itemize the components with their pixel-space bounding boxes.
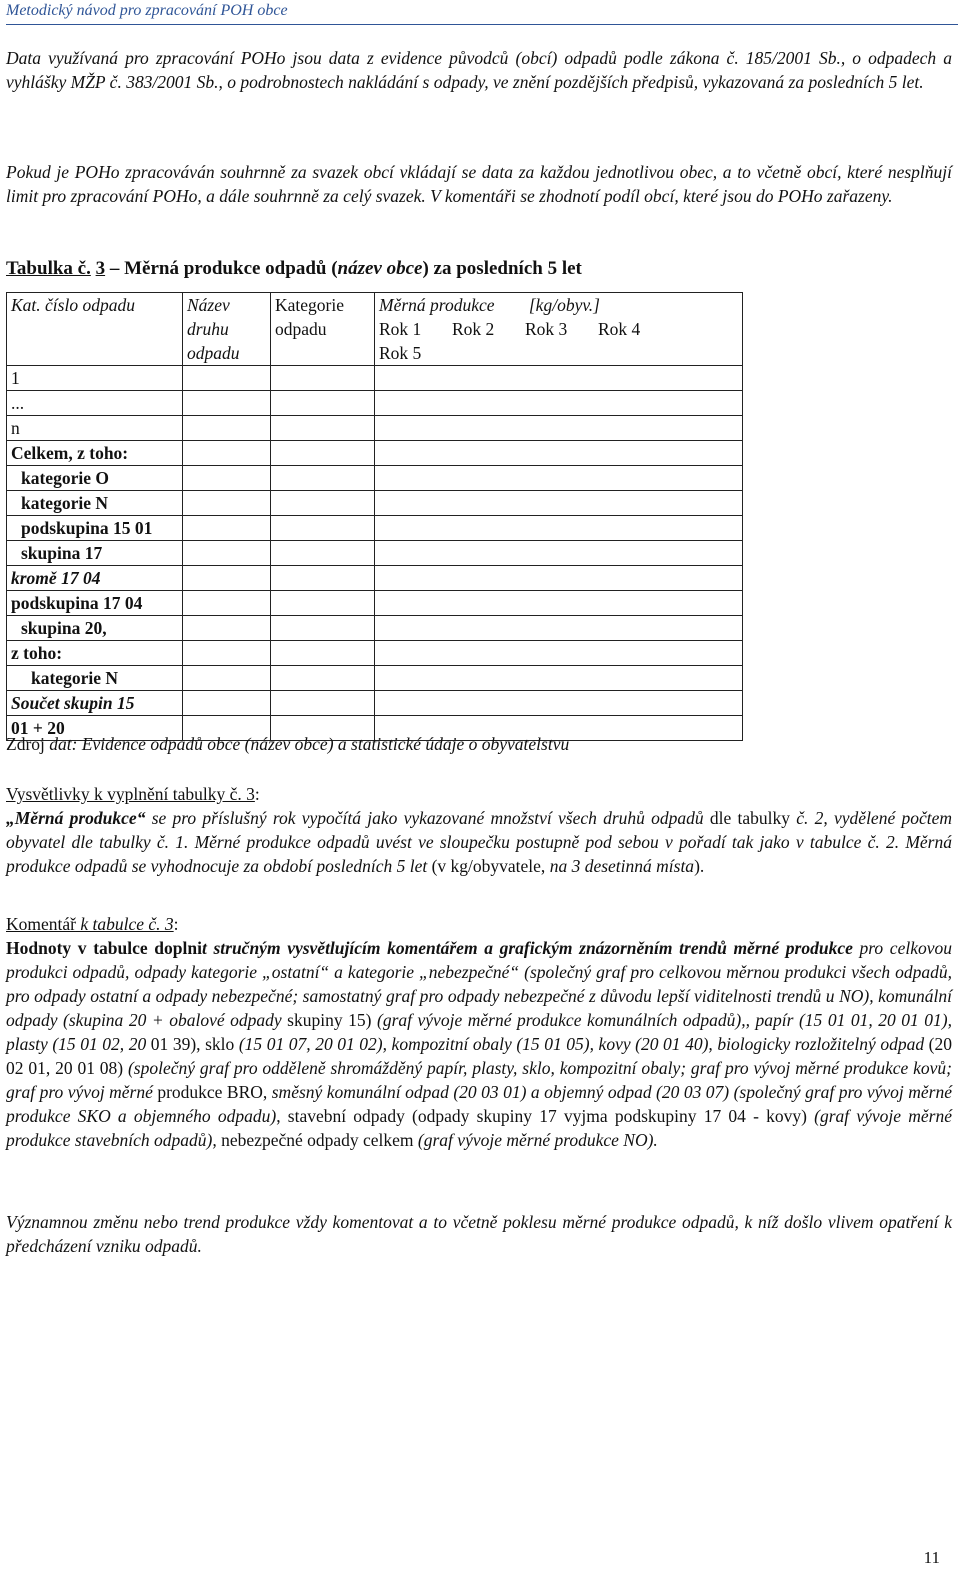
intro-paragraph-2: Pokud je POHo zpracováván souhrnně za svazek obcí vkládají se data za každou jednotlivou obec, a to včetně obcí, které nesplňují limit pro zpracování POHo, a dále souhrnně za celý svazek. V komentáři se zhodnotí podíl obcí, které jsou do POHo zařazeny. — [6, 162, 952, 206]
category-cell — [271, 666, 375, 691]
category-cell — [271, 566, 375, 591]
name-cell — [183, 416, 271, 441]
category-cell — [271, 541, 375, 566]
category-cell — [271, 416, 375, 441]
table-row — [7, 616, 743, 641]
label-cell — [7, 591, 183, 616]
table-title-text-italic: název obce — [337, 258, 423, 279]
category-cell — [271, 516, 375, 541]
table-row — [7, 391, 743, 416]
label-cell — [7, 541, 183, 566]
table-row — [7, 566, 743, 591]
table-title-text-b: ) za posledních 5 let — [422, 258, 582, 279]
table-row — [7, 441, 743, 466]
production-cell — [375, 666, 743, 691]
comment-body-f: (20 02 01, 20 01 08) — [6, 1034, 952, 1078]
header-year-2: Rok 2 — [452, 319, 495, 339]
label-cell — [7, 616, 183, 641]
label-cell — [7, 666, 183, 691]
page-number: 11 — [923, 1548, 940, 1567]
category-cell — [271, 491, 375, 516]
comment-body-m: (graf vývoje měrné produkce NO). — [417, 1130, 658, 1150]
header-year-4: Rok 4 — [598, 319, 641, 339]
label-cell — [7, 566, 183, 591]
name-cell — [183, 566, 271, 591]
table-header-row — [7, 293, 743, 366]
comment-paragraph — [6, 936, 952, 1152]
explanation-heading: Vysvětlivky k vyplnění tabulky č. 3: — [6, 784, 260, 804]
name-cell — [183, 541, 271, 566]
page-header — [6, 2, 958, 25]
explanation-text-e: na 3 desetinná místa — [549, 856, 695, 876]
category-cell — [271, 441, 375, 466]
category-cell — [271, 616, 375, 641]
name-cell — [183, 391, 271, 416]
table-body — [7, 366, 743, 741]
name-cell — [183, 491, 271, 516]
table-row — [7, 666, 743, 691]
comment-body-d: 01 39), sklo — [146, 1034, 239, 1054]
category-cell — [271, 366, 375, 391]
header-name: Název druhu odpadu — [183, 293, 271, 366]
name-cell — [183, 691, 271, 716]
header-year-3: Rok 3 — [525, 319, 568, 339]
comment-body-g: (společný graf pro odděleně shromážděný papír, plasty, sklo, kompozitní obaly; graf pro vývoj měrné produkce kovů; graf pro vývoj měrné — [6, 1058, 953, 1102]
intro-paragraph-1: Data využívaná pro zpracování POHo jsou data z evidence původců (obcí) odpadů podle zákona č. 185/2001 Sb., o odpadech a vyhlášky MŽP č. 383/2001 Sb., o podrobnostech nakládání s odpady, ve znění pozdějších předpisů, vykazovaná za posledních 5 let. — [6, 48, 952, 92]
table-row — [7, 591, 743, 616]
row-label: podskupina 17 04 — [11, 593, 143, 613]
label-cell — [7, 491, 183, 516]
comment-bold-a: Hodnoty v tabulce doplni — [6, 938, 202, 958]
header-production-label: Měrná produkce — [379, 295, 495, 315]
comment-body-c: (graf vývoje měrné produkce komunálních odpadů),, papír (15 01 01, 20 01 01), plasty (15 01 02, 20 — [6, 1010, 953, 1054]
explanation-heading-text: Vysvětlivky k vyplnění tabulky č. 3 — [6, 784, 255, 804]
category-cell — [271, 466, 375, 491]
production-cell — [375, 541, 743, 566]
explanation-term: „Měrná produkce“ — [6, 808, 146, 828]
row-label: kategorie O — [21, 468, 109, 488]
header-production-unit: [kg/obyv.] — [528, 295, 600, 315]
name-cell — [183, 666, 271, 691]
table-title-prefix: Tabulka č. — [6, 258, 91, 279]
table-title-text-a: – Měrná produkce odpadů ( — [109, 258, 338, 279]
header-catno: Kat. číslo odpadu — [7, 293, 183, 366]
category-cell — [271, 691, 375, 716]
category-cell — [271, 641, 375, 666]
comment-body-a: pro celkovou produkci odpadů, odpady kategorie „ostatní“ a kategorie „nebezpečné“ (společný graf pro celkovou měrnou produkci všech odpadů, pro odpady ostatní a odpady nebezpečné; samostatný graf pro odpady nebezpečné z důvodu lepší viditelnosti trendů u NO), komunální odpady (skupina 20 + obalové odpady — [6, 938, 952, 1030]
label-cell — [7, 466, 183, 491]
row-label: Celkem, z toho: — [11, 443, 129, 463]
row-label: skupina 17 — [21, 543, 103, 563]
table-row — [7, 491, 743, 516]
table-row — [7, 641, 743, 666]
explanation-text-d: (v kg/obyvatele, — [427, 856, 550, 876]
row-label: skupina 20, — [21, 618, 107, 638]
label-cell — [7, 391, 183, 416]
table-row — [7, 541, 743, 566]
row-label: podskupina 15 01 — [21, 518, 153, 538]
production-cell — [375, 591, 743, 616]
name-cell — [183, 516, 271, 541]
explanation-text-c: č. 2, vydělené počtem obyvatel dle tabulky č. 1. Měrné produkce odpadů uvést ve sloupečku postupně pod sebou v pořadí tak jako v tabulce č. 2. Měrná produkce odpadů se vyhodnocuje za období posledních 5 let — [6, 808, 952, 876]
name-cell — [183, 616, 271, 641]
row-label: kromě 17 04 — [11, 568, 101, 588]
explanation-paragraph — [6, 806, 952, 878]
production-cell — [375, 641, 743, 666]
row-label: 1 — [11, 368, 20, 388]
category-cell — [271, 391, 375, 416]
comment-body-k: (graf vývoje měrné produkce stavebních odpadů), — [6, 1106, 952, 1150]
comment-heading-b: k tabulce č. 3 — [75, 914, 174, 934]
table-row — [7, 366, 743, 391]
row-label: kategorie N — [31, 668, 118, 688]
comment-body-e: (15 01 07, 20 01 02), kompozitní obaly (15 01 05), kovy (20 01 40), biologicky rozložitelný odpad — [238, 1034, 925, 1054]
production-cell — [375, 616, 743, 641]
explanation-text-a: se pro příslušný rok vypočítá jako vykazované množství všech druhů odpadů — [145, 808, 704, 828]
label-cell — [7, 641, 183, 666]
header-year-1: Rok 1 — [379, 319, 422, 339]
label-cell — [7, 441, 183, 466]
production-cell — [375, 566, 743, 591]
production-cell — [375, 366, 743, 391]
name-cell — [183, 641, 271, 666]
table-row — [7, 516, 743, 541]
table-title — [6, 258, 582, 280]
row-label: Součet skupin 15 — [11, 693, 135, 713]
comment-heading-a: Komentář — [6, 914, 76, 934]
source-text: dat: Evidence odpadů obce (název obce) a statistické údaje o obyvatelstvu — [44, 734, 570, 754]
label-cell — [7, 416, 183, 441]
comment-body-b: skupiny 15) — [281, 1010, 377, 1030]
label-cell — [7, 691, 183, 716]
category-cell — [271, 591, 375, 616]
production-cell — [375, 441, 743, 466]
row-label: kategorie N — [21, 493, 108, 513]
row-label: n — [11, 418, 20, 438]
production-cell — [375, 516, 743, 541]
comment-body-h: produkce BRO, — [152, 1082, 272, 1102]
header-year-5: Rok 5 — [379, 343, 422, 363]
table-title-number: 3 — [95, 258, 106, 279]
production-cell — [375, 691, 743, 716]
comment-body-l: nebezpečné odpady celkem — [216, 1130, 418, 1150]
label-cell — [7, 516, 183, 541]
table-row — [7, 691, 743, 716]
table-source — [6, 734, 569, 755]
comment-body-j: , stavební odpady (odpady skupiny 17 vyjma podskupiny 17 04 - kovy) — [276, 1106, 815, 1126]
name-cell — [183, 366, 271, 391]
name-cell — [183, 441, 271, 466]
explanation-text-f: ). — [694, 856, 705, 876]
name-cell — [183, 591, 271, 616]
production-cell — [375, 416, 743, 441]
production-table — [6, 292, 743, 741]
name-cell — [183, 466, 271, 491]
comment-bold-b: t stručným vysvětlujícím komentářem a grafickým znázorněním trendů měrné produkce — [201, 938, 853, 958]
row-label: z toho: — [11, 643, 63, 663]
row-label: ... — [11, 393, 25, 413]
production-cell — [375, 466, 743, 491]
header-production — [375, 293, 743, 366]
production-cell — [375, 391, 743, 416]
comment-body-i: směsný komunální odpad (20 03 01) a objemný odpad (20 03 07) (společný graf pro vývoj měrné produkce SKO a objemného odpadu) — [6, 1082, 952, 1126]
explanation-text-b: dle tabulky — [703, 808, 797, 828]
production-cell — [375, 491, 743, 516]
source-prefix: Zdroj — [6, 734, 45, 754]
table-row — [7, 466, 743, 491]
row-label: 01 + 20 — [11, 718, 65, 738]
header-category: Kategorie odpadu — [271, 293, 375, 366]
label-cell — [7, 366, 183, 391]
comment-heading: Komentář k tabulce č. 3: — [6, 914, 179, 934]
header-title: Metodický návod pro zpracování POH obce — [6, 2, 288, 19]
closing-paragraph: Významnou změnu nebo trend produkce vždy komentovat a to včetně poklesu měrné produkce odpadů, k níž došlo vlivem opatření k předcházení vzniku odpadů. — [6, 1212, 952, 1256]
table-row — [7, 416, 743, 441]
